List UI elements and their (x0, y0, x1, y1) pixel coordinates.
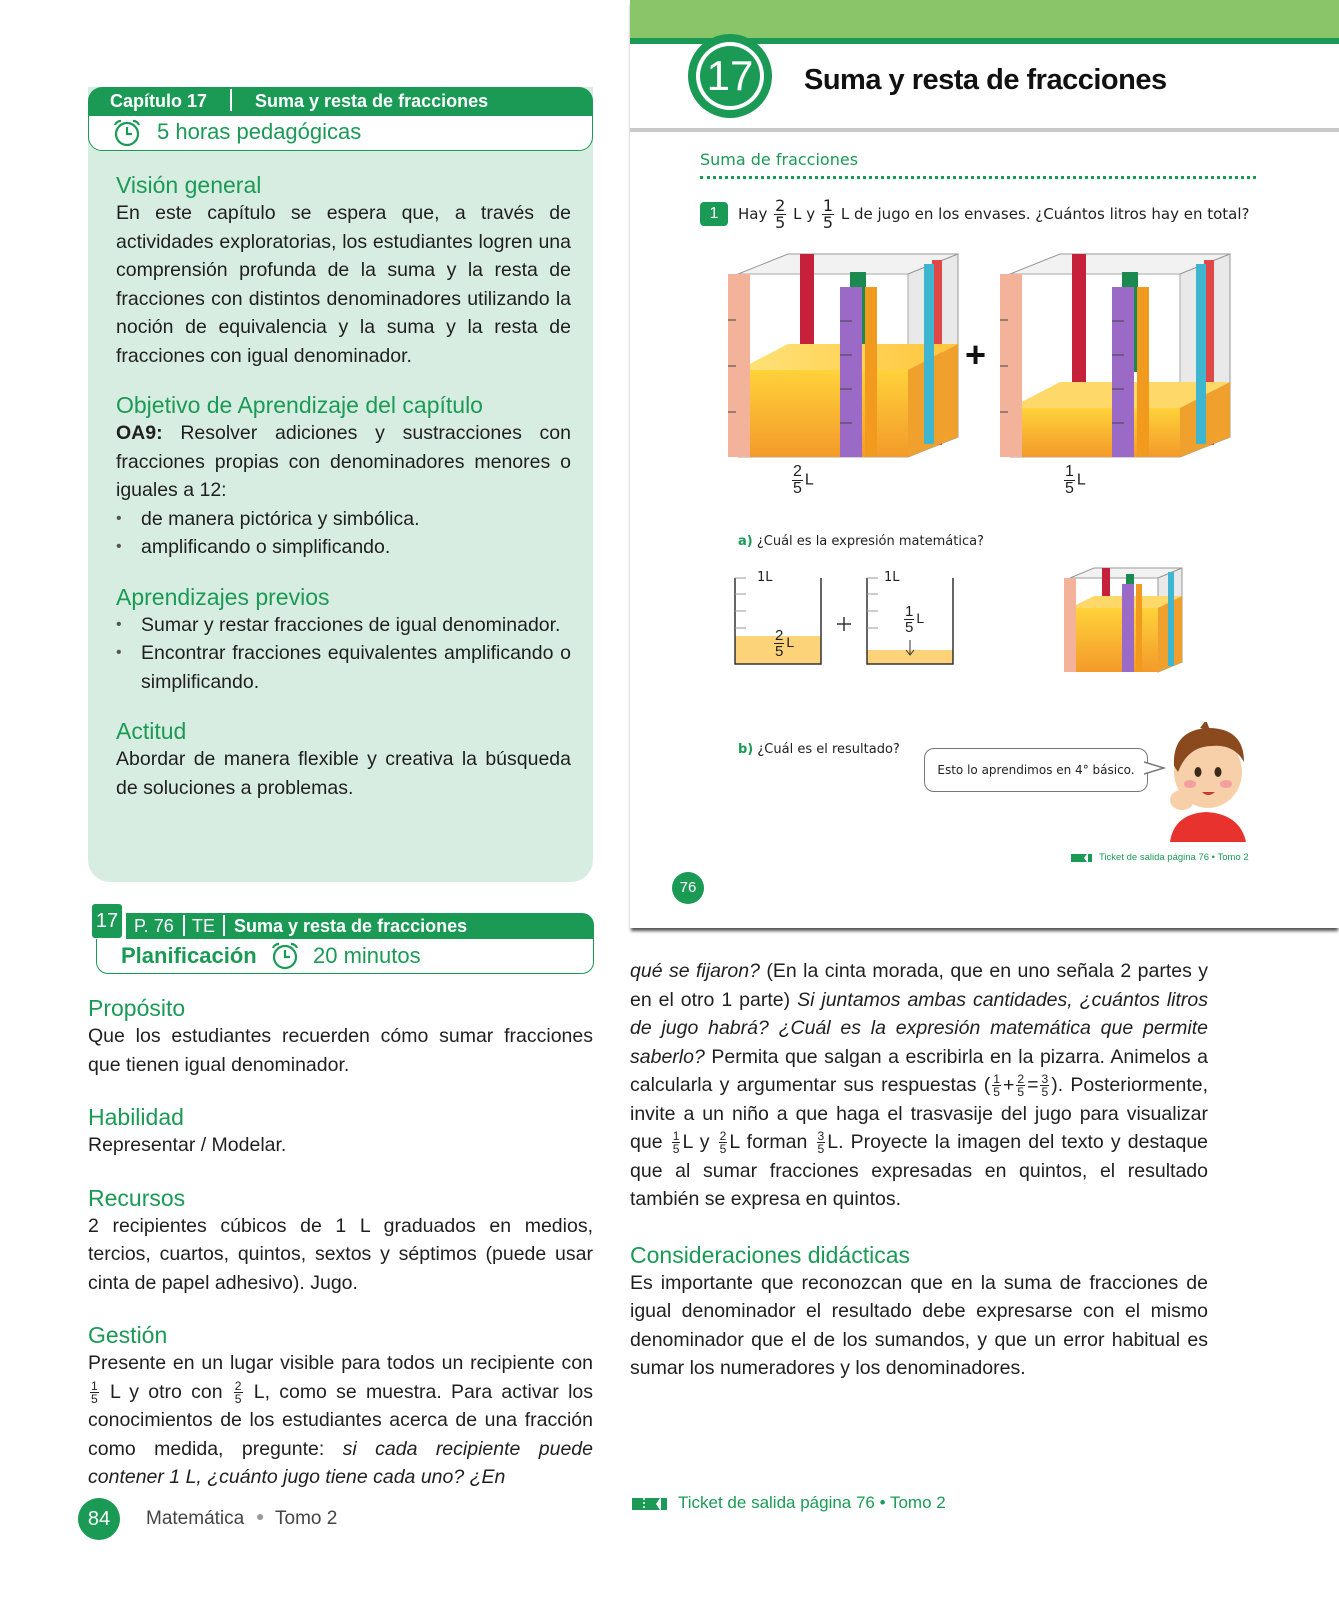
beaker-capacity: 1L (757, 570, 773, 585)
question-letter: a) (738, 534, 753, 549)
previous-bullet: • Sumar y restar fracciones de igual denominador. (116, 611, 571, 640)
juice-cube-two-fifths (728, 252, 968, 474)
denominator: 5 (672, 1142, 680, 1157)
footer-dot: ● (256, 1508, 265, 1524)
page-title: Suma y resta de fracciones (804, 64, 1167, 96)
page-number-badge: 84 (78, 1498, 120, 1540)
chapter-number: 17 (700, 46, 760, 106)
question-letter: b) (738, 742, 754, 757)
hours-text: 5 horas pedagógicas (157, 119, 362, 144)
objective-title: Objetivo de Aprendizaje del capítulo (116, 392, 483, 418)
fraction (992, 1073, 1001, 1098)
objective-bullet: • amplificando o simplificando. (116, 533, 571, 562)
speech-bubble: Esto lo aprendimos en 4° básico. (924, 748, 1148, 792)
resources-title: Recursos (88, 1184, 186, 1211)
planning-number-badge: 17 (92, 904, 122, 938)
text-part: (En la cinta morada, que en uno señala 2 partes y en el otro 1 parte) (630, 960, 1209, 1011)
numerator: 2 (234, 1378, 242, 1393)
cube-two-label (1062, 464, 1086, 497)
boy-illustration (1160, 722, 1260, 850)
fraction (817, 1130, 826, 1155)
resources-text: 2 recipientes cúbicos de 1 L graduados en medios, tercios, cuartos, quintos, sextos y séptimos (puede usar cinta de papel adhesivo). Jugo. (88, 1214, 593, 1294)
objective-code: OA9: (116, 422, 163, 444)
denominator: 5 (775, 643, 784, 660)
numerator: 1 (822, 196, 834, 215)
denominator: 5 (234, 1391, 242, 1406)
planning-bar (96, 939, 594, 974)
considerations-text: Es importante que reconozcan que en la suma de fracciones de igual denominador el resultado debe expresarse con el mismo denominador que el de los sumandos, y que un error habitual es sumar los numeradores y los denominadores. (630, 1271, 1208, 1379)
ticket-icon (1070, 852, 1094, 864)
chapter-label: Capítulo 17 (110, 91, 208, 111)
juice-cube-one-fifth (1000, 252, 1240, 474)
unit-label: L (1076, 471, 1086, 489)
fraction (90, 1380, 99, 1405)
page-ticket-text: Ticket de salida página 76 • Tomo 2 (1099, 852, 1249, 863)
text-part: L de jugo en los envases. ¿Cuántos litros hay en total? (840, 205, 1250, 223)
hours-bar (88, 115, 593, 151)
question-text: ¿Cuál es la expresión matemática? (756, 534, 984, 549)
numerator: 1 (672, 1129, 680, 1144)
text-part: qué se fijaron? (630, 960, 760, 982)
numerator: 3 (817, 1129, 825, 1144)
band-shadow (630, 128, 1339, 132)
management-text (88, 1349, 593, 1492)
question-b (738, 742, 900, 757)
problem-number: 1 (700, 202, 728, 226)
beaker-two-label (902, 604, 924, 635)
unit-label: L (786, 634, 795, 651)
textbook-page-number: 76 (672, 872, 704, 904)
previous-bullet: • Encontrar fracciones equivalentes amplificando o simplificando. (116, 639, 571, 696)
fraction (1016, 1073, 1025, 1098)
numerator: 1 (905, 603, 914, 620)
planning-minutes: 20 minutos (313, 943, 421, 968)
management-part: L y otro con (109, 1380, 223, 1403)
ticket-icon (630, 1494, 670, 1514)
management-question: si cada recipiente puede contener 1 L, ¿cuánto jugo tiene cada uno? ¿En (88, 1437, 593, 1488)
management-part: Presente en un lugar visible para todos un recipiente (88, 1352, 555, 1374)
beaker-one-label (772, 628, 794, 659)
unit-label: L (804, 471, 814, 489)
question-text: ¿Cuál es el resultado? (757, 742, 900, 757)
management-title: Gestión (88, 1322, 168, 1348)
header-divider (230, 89, 232, 111)
planning-title: Suma y resta de fracciones (234, 916, 468, 936)
footer-volume: Tomo 2 (275, 1508, 338, 1529)
previous-title: Aprendizajes previos (116, 583, 330, 610)
purpose-title: Propósito (88, 995, 186, 1021)
text-part: L forman (729, 1131, 808, 1153)
chapter-header (88, 87, 593, 115)
alarm-clock-icon (111, 118, 143, 148)
planning-label: Planificación (121, 943, 257, 968)
numerator: 2 (775, 196, 786, 215)
denominator: 5 (793, 480, 802, 497)
attitude-title: Actitud (116, 718, 187, 744)
denominator: 5 (993, 1085, 1000, 1100)
fraction (234, 1380, 243, 1405)
numerator: 2 (775, 627, 784, 644)
fraction (719, 1130, 728, 1155)
purpose-text: Que los estudiantes recuerden cómo sumar fracciones que tienen igual denominador. (88, 1025, 593, 1076)
te-label: TE (192, 916, 216, 936)
alarm-clock-icon (269, 941, 301, 971)
header-divider (223, 915, 225, 936)
management-part: con (561, 1352, 593, 1374)
numerator: 2 (719, 1129, 727, 1144)
fraction (904, 604, 914, 635)
fraction (822, 198, 834, 231)
numerator: 1 (91, 1378, 98, 1393)
text-part: L y (793, 205, 816, 223)
text-part: L. Proyecte la imagen del texto y destaque que al sumar fracciones expresadas en quintos, el resultado también se expresa en quintos. (630, 1131, 1209, 1210)
management-part: L, como se muestra. Para activar los conocimientos de los estudiantes acerca de una fracción como medida, pregunte: (88, 1380, 594, 1460)
fraction (792, 464, 803, 497)
question-a (738, 534, 984, 549)
numerator: 2 (793, 463, 802, 480)
numerator: 2 (1017, 1072, 1025, 1087)
text-part: L y (682, 1131, 710, 1153)
numerator: 1 (993, 1072, 1000, 1087)
beaker-capacity: 1L (884, 570, 900, 585)
juice-cube-small (1064, 566, 1188, 678)
fraction (1064, 464, 1075, 497)
section-title: Suma de fracciones (700, 150, 859, 169)
unit-label: L (916, 610, 925, 627)
page-ref: P. 76 (134, 916, 174, 936)
vision-text: En este capítulo se espera que, a través de actividades exploratorias, los estudiantes logren una comprensión profunda de la suma y la resta de fracciones con distintos denominadores utilizando la noción de equivalencia y la suma y la resta de fracciones con igual denominador. (116, 202, 571, 367)
numerator: 1 (1065, 463, 1074, 480)
page-top-bar (630, 0, 1339, 38)
objective-bullet: • de manera pictórica y simbólica. (116, 505, 571, 534)
fraction (774, 198, 786, 231)
footer-subject: Matemática (146, 1508, 245, 1529)
text-part: Permita que salgan a escribirla en la pizarra. Animelos a calcularla y argumentar sus respuestas ( (630, 1045, 1208, 1096)
management-continuation: qué se fijaron? (En la cinta morada, que en uno señala 2 partes y en el otro 1 parte) Si juntamos ambas cantidades, ¿cuántos litros de jugo habrá? ¿Cuál es la expresión matemática que permite saberlo? Permita que salgan a escribirla en la pizarra. Animelos a calcularla y argumentar sus respuestas ( $\frac{1}{5}$ + $\frac{2}{5}$ = $\frac{3}{5}$ ). Posteriormente, invite a un niño a que haga el trasvasije del jugo para visualizar que $\frac{1}{5}$ L y $\frac{2}{5}$ L forman $\frac{3}{5}$ L. Proyecte la imagen del texto y destaque que al sumar fracciones expresadas en quintos, el resultado también se expresa en quintos. (630, 960, 1209, 1210)
chapter-title: Suma y resta de fracciones (255, 91, 489, 111)
denominator: 5 (1017, 1085, 1025, 1100)
objective-paragraph (116, 419, 571, 505)
denominator: 5 (91, 1391, 98, 1406)
header-divider (183, 915, 185, 936)
denominator: 5 (817, 1142, 825, 1157)
denominator: 5 (1041, 1085, 1049, 1100)
denominator: 5 (822, 213, 834, 232)
plus-sign: + (965, 334, 987, 375)
fraction (1040, 1073, 1049, 1098)
numerator: 3 (1041, 1072, 1049, 1087)
denominator: 5 (719, 1142, 727, 1157)
denominator: 5 (905, 619, 914, 636)
section-divider (700, 176, 1256, 179)
vision-title: Visión general (116, 172, 262, 198)
problem-statement (738, 198, 1250, 231)
denominator: 5 (1065, 480, 1074, 497)
considerations-title: Consideraciones didácticas (630, 1241, 910, 1268)
text-part: ). Posteriormente, invite a un niño a que haga el trasvasije del jugo para visualizar que (630, 1074, 1208, 1153)
text-part: Hay (738, 205, 768, 223)
objective-text: Resolver adiciones y sustracciones con fracciones propias con denominadores menores o iguales a 12: (116, 422, 571, 501)
denominator: 5 (775, 213, 786, 232)
skill-text: Representar / Modelar. (88, 1134, 287, 1156)
skill-title: Habilidad (88, 1104, 184, 1130)
ticket-text: Ticket de salida página 76 • Tomo 2 (678, 1493, 946, 1512)
fraction (774, 628, 784, 659)
attitude-text: Abordar de manera flexible y creativa la búsqueda de soluciones a problemas. (116, 748, 571, 799)
text-part: Si juntamos ambas cantidades, ¿cuántos litros de jugo habrá? ¿Cuál es la expresión matemática que permite saberlo? (630, 988, 1208, 1068)
fraction (672, 1130, 681, 1155)
planning-header (126, 913, 594, 939)
cube-one-label (790, 464, 814, 497)
